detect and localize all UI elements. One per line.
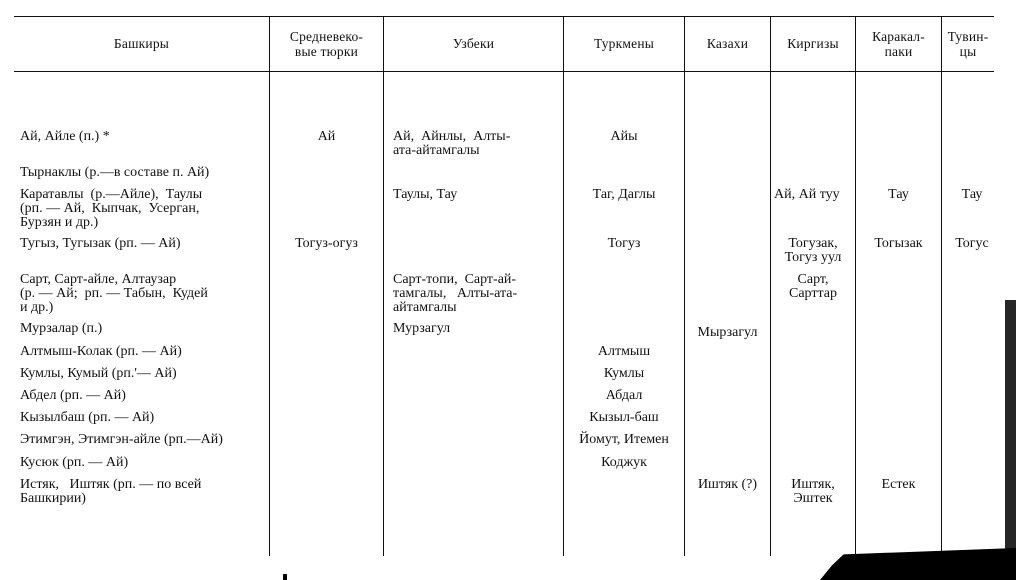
cell-turkmens: Кызыл-баш <box>589 410 659 425</box>
cell-medieval-turks: Ай <box>317 129 336 144</box>
cell-kirghiz: Тогузак, Тогуз уул <box>784 236 842 265</box>
header-bashkirs: Башкиры <box>113 36 170 51</box>
cell-turkmens: Абдал <box>605 388 643 403</box>
cell-kirghiz: Ай, Ай туу <box>774 187 840 202</box>
cell-uzbeks: Ай, Айнлы, Алты- ата-айтамгалы <box>393 129 511 158</box>
cell-kazakhs: Мырзагул <box>697 325 758 340</box>
column-divider <box>383 16 384 556</box>
header-kirghiz: Киргизы <box>787 36 839 51</box>
column-divider <box>941 16 942 556</box>
column-divider <box>563 16 564 556</box>
cell-bashkirs: Абдел (рп. — Ай) <box>20 388 126 403</box>
cell-bashkirs: Алтмыш-Колак (рп. — Ай) <box>20 344 182 359</box>
cell-tuvans: Тогус <box>955 236 989 251</box>
cell-turkmens: Кумлы <box>603 366 645 381</box>
header-karakalpaks: Каракал- паки <box>872 28 925 59</box>
cell-turkmens: Айы <box>610 129 638 144</box>
cell-bashkirs: Кумлы, Кумый (рп.'— Ай) <box>20 366 177 381</box>
scan-shadow <box>820 548 1016 580</box>
cell-uzbeks: Мурзагул <box>393 321 451 336</box>
cell-turkmens: Алтмыш <box>597 344 651 359</box>
column-divider <box>269 16 270 556</box>
cell-kazakhs: Иштяк (?) <box>697 477 758 492</box>
scan-mark <box>283 574 287 580</box>
cell-uzbeks: Таулы, Тау <box>393 187 458 202</box>
header-medieval-turks: Средневеко- вые тюрки <box>289 28 364 59</box>
cell-turkmens: Тогуз <box>607 236 641 251</box>
cell-karakalpaks: Тау <box>888 187 909 202</box>
cell-bashkirs: Мурзалар (п.) <box>20 321 103 336</box>
cell-bashkirs: Сарт, Сарт-айле, Алтаузар (р. — Ай; рп. — Табын, Кудей и др.) <box>20 272 208 315</box>
header-tuvans: Тувин- цы <box>947 28 989 59</box>
cell-bashkirs: Ай, Айле (п.) * <box>20 129 110 144</box>
cell-bashkirs: Истяк, Иштяк (рп. — по всей Башкирии) <box>20 477 202 506</box>
cell-turkmens: Таг, Даглы <box>592 187 656 202</box>
cell-kirghiz: Сарт, Сарттар <box>789 272 837 301</box>
cell-bashkirs: Тугыз, Тугызак (рп. — Ай) <box>20 236 181 251</box>
cell-tuvans: Тау <box>961 187 983 202</box>
scan-edge <box>1005 300 1016 550</box>
cell-turkmens: Коджук <box>601 455 647 470</box>
header-turkmens: Туркмены <box>593 36 655 51</box>
cell-kirghiz: Иштяк, Эштек <box>791 477 835 506</box>
table-header-rule <box>14 71 994 72</box>
column-divider <box>684 16 685 556</box>
cell-karakalpaks: Тогызак <box>874 236 923 251</box>
cell-bashkirs: Кызылбаш (рп. — Ай) <box>20 410 155 425</box>
column-divider <box>855 16 856 556</box>
cell-bashkirs: Кусюк (рп. — Ай) <box>20 455 129 470</box>
cell-uzbeks: Сарт-топи, Сарт-ай- тамгалы, Алты-ата- айтамгалы <box>393 272 518 315</box>
cell-karakalpaks: Естек <box>881 477 916 492</box>
cell-bashkirs: Этимгэн, Этимгэн-айле (рп.—Ай) <box>20 432 223 447</box>
cell-bashkirs: Каратавлы (р.—Айле), Таулы (рп. — Ай, Кыпчак, Усерган, Бурзян и др.) <box>20 187 203 230</box>
cell-turkmens: Йомут, Итемен <box>579 432 669 447</box>
header-kazakhs: Казахи <box>706 36 749 51</box>
cell-bashkirs: Тырнаклы (р.—в составе п. Ай) <box>20 165 210 180</box>
header-uzbeks: Узбеки <box>452 36 495 51</box>
cell-medieval-turks: Тогуз-огуз <box>295 236 358 251</box>
